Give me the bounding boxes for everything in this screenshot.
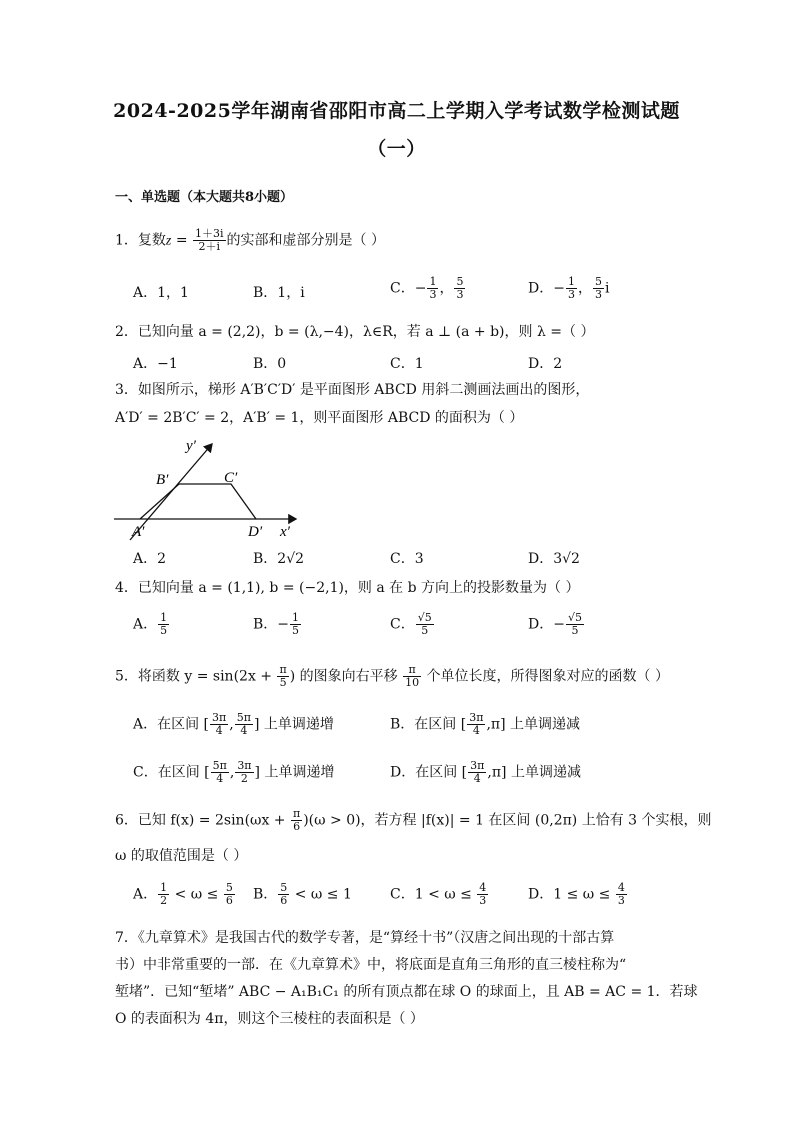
q4-option-b: B．− $\frac{1}{5}$ [253, 611, 300, 637]
question-7-line-3: 堑堵”．已知“堑堵” ABC − A₁B₁C₁ 的所有顶点都在球 O 的球面上，且 AB = AC = 1．若球 [115, 984, 698, 1000]
q5-option-d: D．在区间 [ $\frac{3\pi}{4}$ ,π] 上单调递减 [390, 759, 581, 785]
label-a: A′ [132, 524, 145, 540]
question-6-line-1: 6．已知 f(x) = 2sin(ωx + $\frac{\pi}{6}$ )(ω > 0)，若方程 |f(x)| = 1 在区间 (0,2π) 上恰有 3 个实根，则 [115, 807, 712, 833]
trapezoid-figure [108, 430, 308, 545]
question-7-line-1: 7．《九章算术》是我国古代的数学专著，是“算经十书”（汉唐之间出现的十部古算 [115, 930, 615, 946]
q6-option-a: A． $\frac{1}{2}$ < ω ≤ $\frac{5}{6}$ [133, 881, 233, 907]
page-title: 2024-2025学年湖南省邵阳市高二上学期入学考试数学检测试题 [113, 100, 680, 122]
q1-option-c: C．− $\frac{1}{3}$ ， $\frac{5}{3}$ [390, 275, 464, 301]
q2-option-a: A．−1 [133, 356, 178, 372]
question-1: 1．复数z = $\frac{1+3i}{2+i}$ 的实部和虚部分别是（ ） [115, 227, 385, 253]
q4-option-a: A． $\frac{1}{5}$ [133, 611, 168, 637]
page-subtitle: （一） [367, 138, 426, 160]
trapezoid [140, 484, 256, 519]
q1-option-a: A．1，1 [133, 285, 189, 301]
label-d: D′ [248, 524, 263, 540]
q3-option-c: C．3 [390, 551, 424, 567]
question-4: 4．已知向量 a = (1,1), b = (−2,1)，则 a 在 b 方向上的投影数量为（ ） [115, 580, 580, 596]
q3-option-b: B．2√2 [253, 551, 305, 567]
label-x: x′ [280, 524, 290, 540]
q5-option-b: B．在区间 [ $\frac{3\pi}{4}$ ,π] 上单调递减 [390, 711, 581, 737]
question-7-line-4: O 的表面积为 4π，则这个三棱柱的表面积是（ ） [115, 1011, 424, 1027]
q5-option-c: C．在区间 [ $\frac{5\pi}{4}$ , $\frac{3\pi}{2}$ ] 上单调递增 [133, 759, 335, 785]
question-7-line-2: 书）中非常重要的一部．在《九章算术》中，将底面是直角三角形的直三棱柱称为“ [115, 957, 627, 973]
q2-option-c: C．1 [390, 356, 424, 372]
q6-option-d: D．1 ≤ ω ≤ $\frac{4}{3}$ [528, 881, 625, 907]
q2-option-b: B．0 [253, 356, 287, 372]
label-c: C′ [224, 470, 238, 486]
q2-option-d: D．2 [528, 356, 563, 372]
question-3-line-2: A′D′ = 2B′C′ = 2，A′B′ = 1，则平面图形 ABCD 的面积为（ ） [115, 410, 524, 426]
q4-option-d: D．− $\frac{√5}{5}$ [528, 611, 582, 637]
section-heading: 一、单选题（本大题共8小题） [115, 190, 294, 205]
q3-option-d: D．3√2 [528, 551, 580, 567]
q3-option-a: A．2 [133, 551, 167, 567]
q6-option-c: C．1 < ω ≤ $\frac{4}{3}$ [390, 881, 487, 907]
q1-option-d: D．− $\frac{1}{3}$ ， $\frac{5}{3}$ i [528, 275, 610, 301]
question-2: 2．已知向量 a = (2,2)，b = (λ,−4)，λ∈R，若 a ⊥ (a + b)，则 λ =（ ） [115, 324, 595, 340]
label-b: B′ [156, 472, 169, 488]
question-5: 5．将函数 y = sin(2x + $\frac{\pi}{5}$ ) 的图象向右平移 $\frac{\pi}{10}$ 个单位长度，所得图象对应的函数（ ） [115, 663, 669, 689]
question-6-line-2: ω 的取值范围是（ ） [115, 848, 248, 864]
question-3-line-1: 3．如图所示，梯形 A′B′C′D′ 是平面图形 ABCD 用斜二测画法画出的图形， [115, 382, 590, 398]
fraction: $\frac{1+3i}{2+i}$ [195, 227, 224, 253]
q5-option-a: A．在区间 [ $\frac{3\pi}{4}$ , $\frac{5\pi}{4}$ ] 上单调递增 [133, 711, 334, 737]
label-y: y′ [186, 438, 196, 454]
q6-option-b: B． $\frac{5}{6}$ < ω ≤ 1 [253, 881, 352, 907]
q1-option-b: B．1，i [253, 285, 305, 301]
q4-option-c: C． $\frac{√5}{5}$ [390, 611, 432, 637]
